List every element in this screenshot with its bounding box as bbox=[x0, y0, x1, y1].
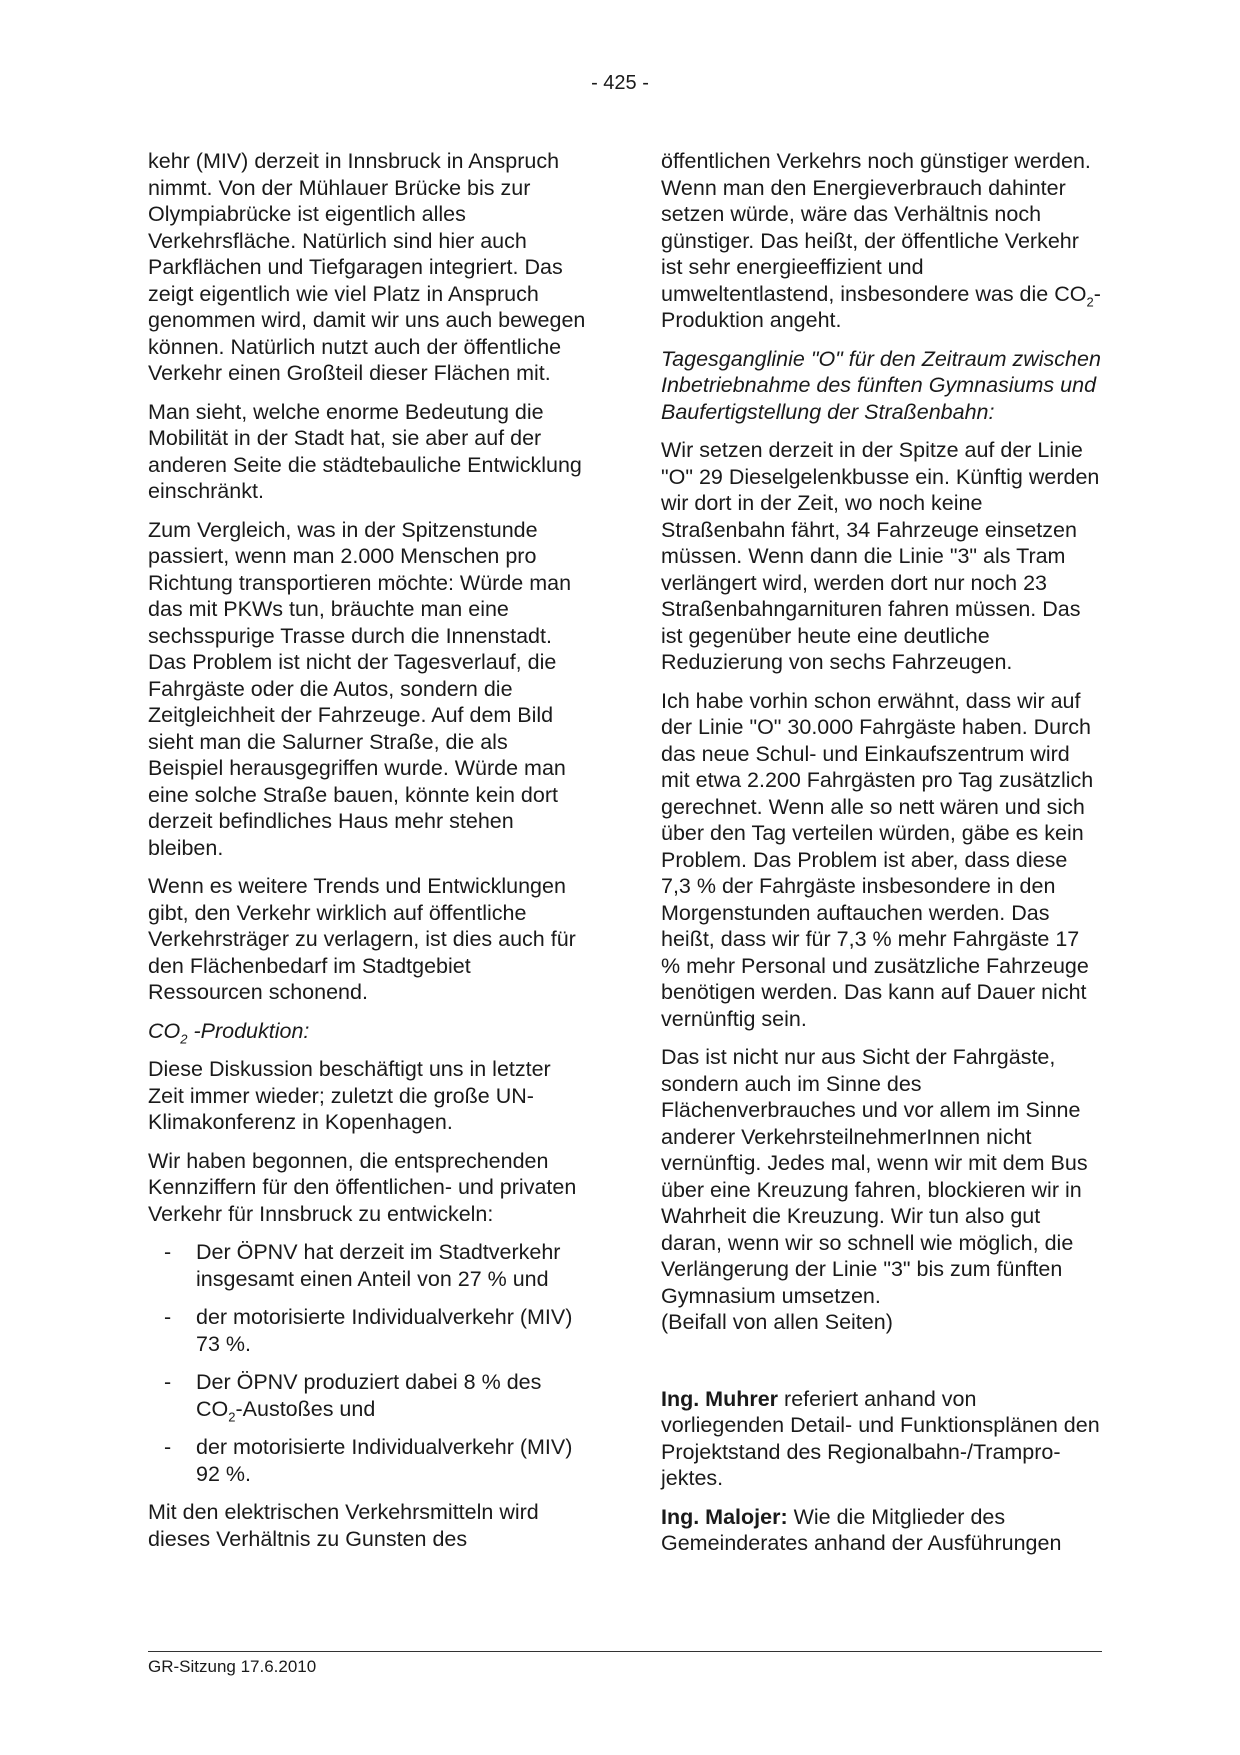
paragraph: Ich habe vorhin schon erwähnt, dass wir auf der Linie "O" 30.000 Fahrgäste haben. Durch das neue Schul- und Einkaufszentrum wird mit etwa 2.200 Fahrgästen pro Tag zusätzlich gerechnet. Wenn alle so nett wären und sich über den Tag verteilen würden, gäbe es kein Problem. Das Problem ist aber, dass diese 7,3 % der Fahrgäste insbesondere in den Morgenstunden auftauchen werden. Das heißt, dass wir für 7,3 % mehr Fahrgäste 17 % mehr Personal und zusätzliche Fahrzeuge benötigen werden. Das kann auf Dauer nicht vernünftig sein. bbox=[661, 688, 1094, 1031]
paragraph: Diese Diskussion beschäftigt uns in letzter Zeit immer wieder; zuletzt die große UN-Klimakonferenz in Kopenhagen. bbox=[148, 1057, 551, 1134]
list-item: - der motorisierte Individualverkehr (MIV) 92 %. bbox=[164, 1435, 573, 1486]
paragraph: Man sieht, welche enorme Bedeutung die Mobilität in der Stadt hat, sie aber auf der anderen Seite die städtebauliche Entwicklung einschränkt. bbox=[148, 399, 582, 503]
section-heading-co2: $CO_2$ -Produktion: bbox=[148, 1018, 310, 1046]
speaker-name: Ing. Malojer: bbox=[661, 1504, 788, 1529]
page-number: - 425 - bbox=[591, 72, 649, 94]
paragraph: Das ist nicht nur aus Sicht der Fahrgäste, sondern auch im Sinne des Flächenverbrauches und vor allem im Sinne anderer VerkehrsteilnehmerInnen nicht vernünftig. Jedes mal, wenn wir mit dem Bus über eine Kreuzung fahren, blockieren wir in Wahrheit die Kreuzung. Wir tun also gut daran, wenn wir so schnell wie möglich, die Verlängerung der Linie "3" bis zum fünften Gymnasium umsetzen. bbox=[661, 1045, 1088, 1308]
footer-session-label: GR-Sitzung 17.6.2010 bbox=[148, 1657, 317, 1676]
right-column bbox=[661, 148, 1101, 1569]
speaker-malojer: Ing. Malojer: Wie die Mitglieder des Gemeinderates anhand der Ausführungen bbox=[661, 1504, 1062, 1555]
paragraph: kehr (MIV) derzeit in Innsbruck in Anspruch nimmt. Von der Mühlauer Brücke bis zur Olympiabrücke ist eigentlich alles Verkehrsfläche. Natürlich sind hier auch Parkflächen und Tiefgaragen integriert. Das zeigt eigentlich wie viel Platz in Anspruch genommen wird, damit wir uns auch bewegen können. Natürlich nutzt auch der öffentliche Verkehr einen Großteil dieser Flächen mit. bbox=[148, 149, 586, 385]
speaker-name: Ing. Muhrer bbox=[661, 1386, 779, 1411]
paragraph: Zum Vergleich, was in der Spitzenstunde passiert, wenn man 2.000 Menschen pro Richtung transportieren möchte: Würde man das mit PKWs tun, bräuchte man eine sechsspurige Trasse durch die Innenstadt. Das Problem ist nicht der Tagesverlauf, die Fahrgäste oder die Autos, sondern die Zeitgleichheit der Fahrzeuge. Auf dem Bild sieht man die Salurner Straße, die als Beispiel herausgegriffen wurde. Würde man eine solche Straße bauen, könnte kein dort derzeit befindliches Haus mehr stehen bleiben. bbox=[148, 517, 572, 860]
paragraph: Wir haben begonnen, die entsprechenden Kennziffern für den öffentlichen- und privaten Verkehr für Innsbruck zu entwickeln: bbox=[148, 1148, 577, 1226]
paragraph: Wenn es weitere Trends und Entwicklungen gibt, den Verkehr wirklich auf öffentliche Verkehrsträger zu verlagern, ist dies auch für den Flächenbedarf im Stadtgebiet Ressourcen schonend. bbox=[148, 874, 576, 1004]
applause-note: (Beifall von allen Seiten) bbox=[661, 1310, 893, 1334]
section-heading-tagesganglinie: Tagesganglinie "O" für den Zeitraum zwischen Inbetriebnahme des fünften Gymnasiums und Baufertigstellung der Straßenbahn: bbox=[661, 346, 1101, 424]
paragraph: Mit den elektrischen Verkehrsmitteln wird dieses Verhältnis zu Gunsten des bbox=[148, 1500, 539, 1551]
list-item: - Der ÖPNV produziert dabei 8 % des $CO_2$-Austoßes und bbox=[164, 1370, 542, 1424]
paragraph: öffentlichen Verkehrs noch günstiger werden. Wenn man den Energieverbrauch dahinter setzen würde, wäre das Verhältnis noch günstiger. Das heißt, der öffentliche Verkehr ist sehr energieeffizient und umweltentlastend, insbesondere was die $CO_2$-Produktion angeht. bbox=[661, 149, 1101, 332]
list-item: - Der ÖPNV hat derzeit im Stadtverkehr insgesamt einen Anteil von 27 % und bbox=[164, 1240, 561, 1291]
footer-divider bbox=[148, 1651, 1102, 1652]
paragraph: Wir setzen derzeit in der Spitze auf der Linie "O" 29 Dieselgelenkbusse ein. Künftig werden wir dort in der Zeit, wo noch keine Straßenbahn fährt, 34 Fahrzeuge einsetzen müssen. Wenn dann die Linie "3" als Tram verlängert wird, werden dort nur noch 23 Straßenbahngarnituren fahren müssen. Das ist gegenüber heute eine deutliche Reduzierung von sechs Fahrzeugen. bbox=[661, 438, 1100, 674]
statistics-list bbox=[148, 1239, 588, 1487]
left-column bbox=[148, 148, 588, 1564]
speaker-muhrer: Ing. Muhrer referiert anhand von vorliegenden Detail- und Funktionsplänen den Projektstand des Regionalbahn-/Trampro-jektes. bbox=[661, 1386, 1100, 1490]
list-item: - der motorisierte Individualverkehr (MIV) 73 %. bbox=[164, 1305, 573, 1356]
spacer bbox=[661, 1348, 1101, 1386]
